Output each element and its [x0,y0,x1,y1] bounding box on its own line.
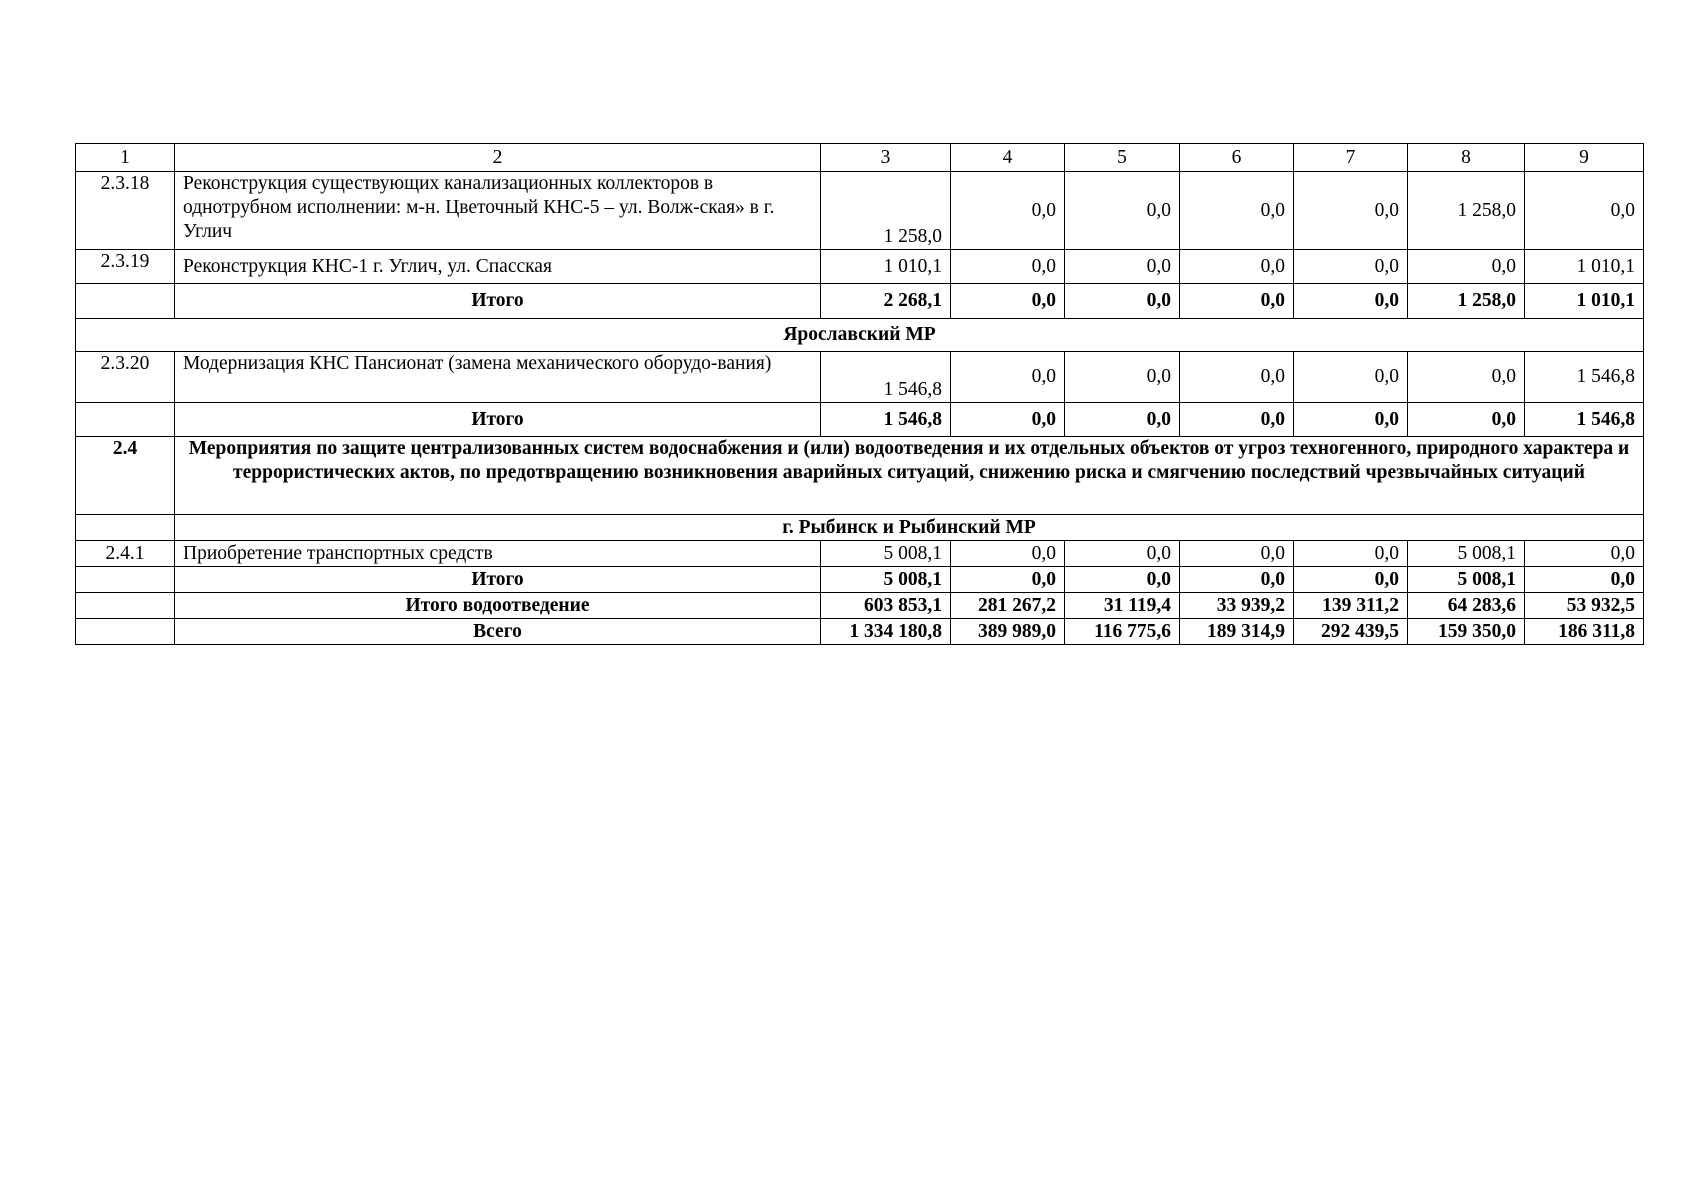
column-header: 2 [175,144,821,172]
value-cell: 1 546,8 [821,403,951,437]
value-cell: 0,0 [951,352,1065,403]
value-cell: 0,0 [1408,352,1525,403]
value-cell: 31 119,4 [1065,593,1180,619]
table-row [76,541,1644,567]
value-cell: 0,0 [1065,250,1180,284]
value-cell: 0,0 [1065,403,1180,437]
value-cell: 0,0 [1294,567,1408,593]
value-cell: 159 350,0 [1408,619,1525,645]
value-cell: 33 939,2 [1180,593,1294,619]
region-title: Ярославский МР [76,319,1644,352]
value-cell: 189 314,9 [1180,619,1294,645]
row-name: Реконструкция КНС-1 г. Углич, ул. Спасская [175,250,821,284]
grand-total-label: Всего [175,619,821,645]
value-cell: 281 267,2 [951,593,1065,619]
value-cell: 1 258,0 [1408,284,1525,319]
column-header: 5 [1065,144,1180,172]
table-row [76,172,1644,250]
total-label: Итого водоотведение [175,593,821,619]
grand-total-row [76,619,1644,645]
value-cell: 1 334 180,8 [821,619,951,645]
section-title: Мероприятия по защите централизованных систем водоснабжения и (или) водоотведения и их отдельных объектов от угроз техногенного, природного характера и террористических актов, по предотвращению возникновения аварийных ситуаций, снижению риска и смягчению последствий чрезвычайных ситуаций [175,437,1644,515]
column-header: 9 [1525,144,1644,172]
value-cell: 5 008,1 [1408,567,1525,593]
value-cell: 0,0 [1180,541,1294,567]
value-cell: 0,0 [1065,567,1180,593]
value-cell: 0,0 [1294,250,1408,284]
value-cell: 0,0 [1065,172,1180,250]
value-cell: 0,0 [1294,284,1408,319]
subtotal-row [76,567,1644,593]
value-cell: 0,0 [1180,284,1294,319]
row-number: 2.3.20 [76,352,175,403]
value-cell: 1 546,8 [1525,403,1644,437]
value-cell: 1 258,0 [1408,172,1525,250]
column-header: 3 [821,144,951,172]
value-cell: 0,0 [951,567,1065,593]
value-cell: 0,0 [1065,541,1180,567]
row-number: 2.4.1 [76,541,175,567]
subtotal-label: Итого [175,284,821,319]
region-row [76,515,1644,541]
value-cell: 0,0 [1294,541,1408,567]
value-cell: 1 010,1 [821,250,951,284]
value-cell: 0,0 [951,541,1065,567]
value-cell: 0,0 [1525,541,1644,567]
subtotal-row [76,403,1644,437]
value-cell: 186 311,8 [1525,619,1644,645]
total-row [76,593,1644,619]
region-title: г. Рыбинск и Рыбинский МР [175,515,1644,541]
value-cell: 0,0 [1294,352,1408,403]
section-number: 2.4 [76,437,175,515]
value-cell: 1 258,0 [821,172,951,250]
value-cell: 0,0 [1180,250,1294,284]
value-cell: 0,0 [1408,250,1525,284]
value-cell: 1 010,1 [1525,250,1644,284]
column-number-row [76,144,1644,172]
value-cell: 0,0 [951,250,1065,284]
value-cell: 0,0 [1065,352,1180,403]
value-cell: 0,0 [1180,172,1294,250]
value-cell: 116 775,6 [1065,619,1180,645]
value-cell: 0,0 [951,284,1065,319]
column-header: 8 [1408,144,1525,172]
value-cell: 0,0 [1294,172,1408,250]
value-cell: 292 439,5 [1294,619,1408,645]
value-cell: 0,0 [951,403,1065,437]
subtotal-label: Итого [175,567,821,593]
value-cell: 0,0 [1408,403,1525,437]
value-cell: 0,0 [1180,352,1294,403]
column-header: 1 [76,144,175,172]
row-name: Модернизация КНС Пансионат (замена механического оборудо-вания) [175,352,821,403]
budget-table [75,143,1644,645]
value-cell: 139 311,2 [1294,593,1408,619]
region-row [76,319,1644,352]
row-number: 2.3.19 [76,250,175,284]
subtotal-label: Итого [175,403,821,437]
value-cell: 0,0 [1525,172,1644,250]
value-cell: 5 008,1 [1408,541,1525,567]
section-row [76,437,1644,515]
table-row [76,352,1644,403]
subtotal-row [76,284,1644,319]
value-cell: 1 546,8 [821,352,951,403]
value-cell: 1 010,1 [1525,284,1644,319]
value-cell: 1 546,8 [1525,352,1644,403]
value-cell: 0,0 [1180,567,1294,593]
table-row [76,250,1644,284]
value-cell: 2 268,1 [821,284,951,319]
row-number: 2.3.18 [76,172,175,250]
value-cell: 0,0 [1525,567,1644,593]
value-cell: 5 008,1 [821,567,951,593]
value-cell: 0,0 [1180,403,1294,437]
column-header: 6 [1180,144,1294,172]
row-name: Реконструкция существующих канализационных коллекторов в однотрубном исполнении: м-н. Цветочный КНС-5 – ул. Волж-ская» в г. Углич [175,172,821,250]
value-cell: 53 932,5 [1525,593,1644,619]
value-cell: 603 853,1 [821,593,951,619]
value-cell: 64 283,6 [1408,593,1525,619]
value-cell: 0,0 [951,172,1065,250]
column-header: 4 [951,144,1065,172]
value-cell: 389 989,0 [951,619,1065,645]
value-cell: 5 008,1 [821,541,951,567]
column-header: 7 [1294,144,1408,172]
row-name: Приобретение транспортных средств [175,541,821,567]
value-cell: 0,0 [1294,403,1408,437]
value-cell: 0,0 [1065,284,1180,319]
